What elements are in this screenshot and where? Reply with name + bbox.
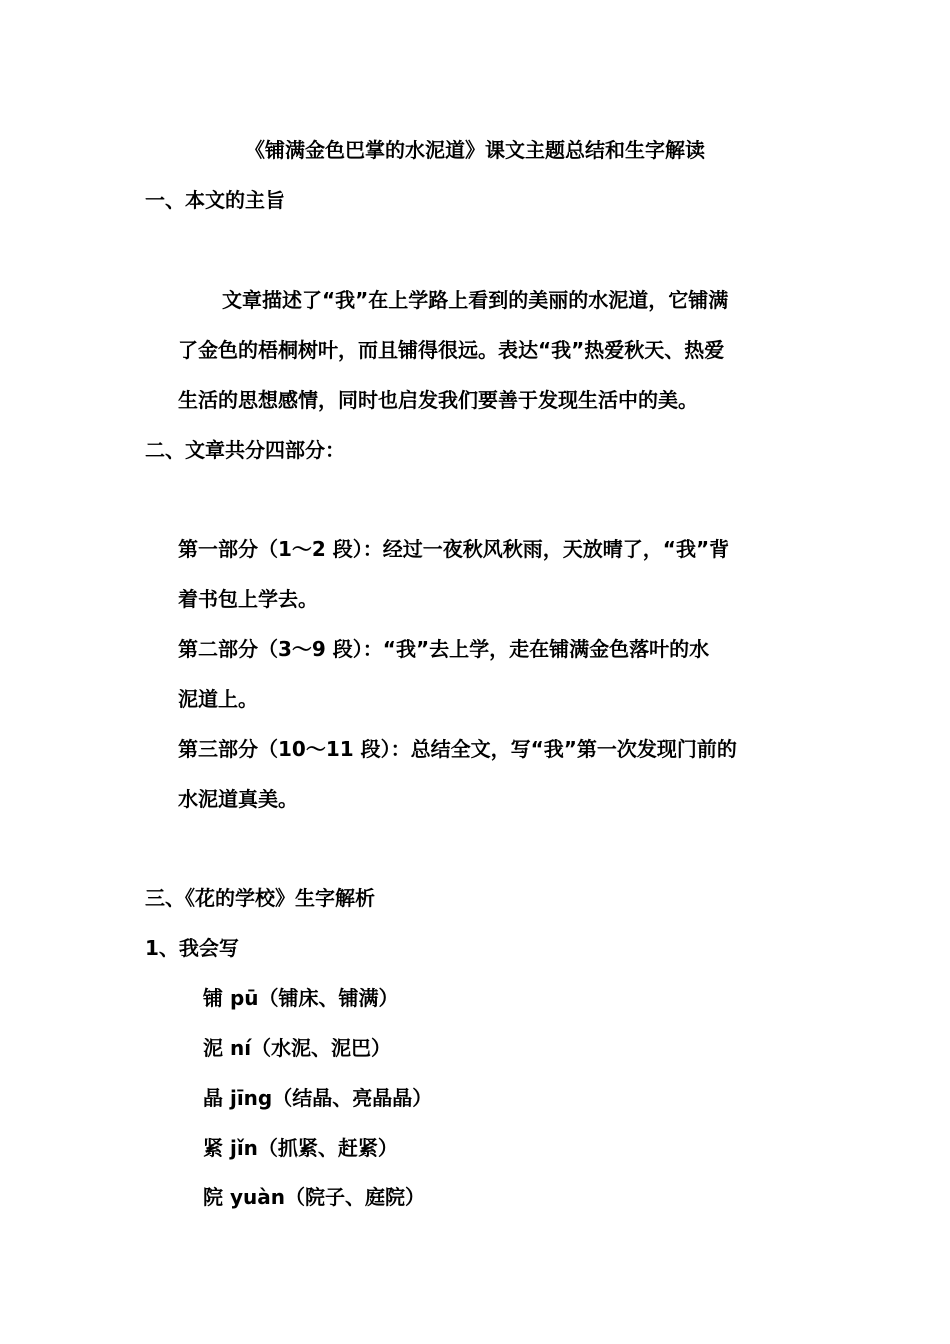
vocab-item: 院 yuàn（院子、庭院） [203,1185,425,1209]
section-2-line: 着书包上学去。 [178,587,318,611]
vocab-item: 晶 jīng（结晶、亮晶晶） [203,1086,433,1110]
section-2-line: 泥道上。 [178,687,258,711]
section-2-line: 水泥道真美。 [178,787,298,811]
section-1-line: 了金色的梧桐树叶，而且铺得很远。表达“我”热爱秋天、热爱 [178,338,725,362]
section-1-line: 文章描述了“我”在上学路上看到的美丽的水泥道，它铺满 [222,288,729,312]
section-2-line: 第二部分（3～9 段）：“我”去上学，走在铺满金色落叶的水 [178,637,710,661]
section-2-line: 第一部分（1～2 段）：经过一夜秋风秋雨，天放晴了，“我”背 [178,537,730,561]
vocab-item: 紧 jǐn（抓紧、赶紧） [203,1136,398,1160]
vocab-item: 泥 ní（水泥、泥巴） [203,1036,392,1060]
section-1-heading: 一、本文的主旨 [145,188,285,212]
section-1-line: 生活的思想感情，同时也启发我们要善于发现生活中的美。 [178,388,698,412]
section-3-heading: 三、《花的学校》生字解析 [145,886,375,910]
document-title: 《铺满金色巴掌的水泥道》课文主题总结和生字解读 [245,138,705,162]
section-2-heading: 二、文章共分四部分： [145,438,345,462]
section-3-subheading: 1、我会写 [145,936,239,960]
section-2-line: 第三部分（10～11 段）：总结全文，写“我”第一次发现门前的 [178,737,737,761]
vocab-item: 铺 pū（铺床、铺满） [203,986,399,1010]
